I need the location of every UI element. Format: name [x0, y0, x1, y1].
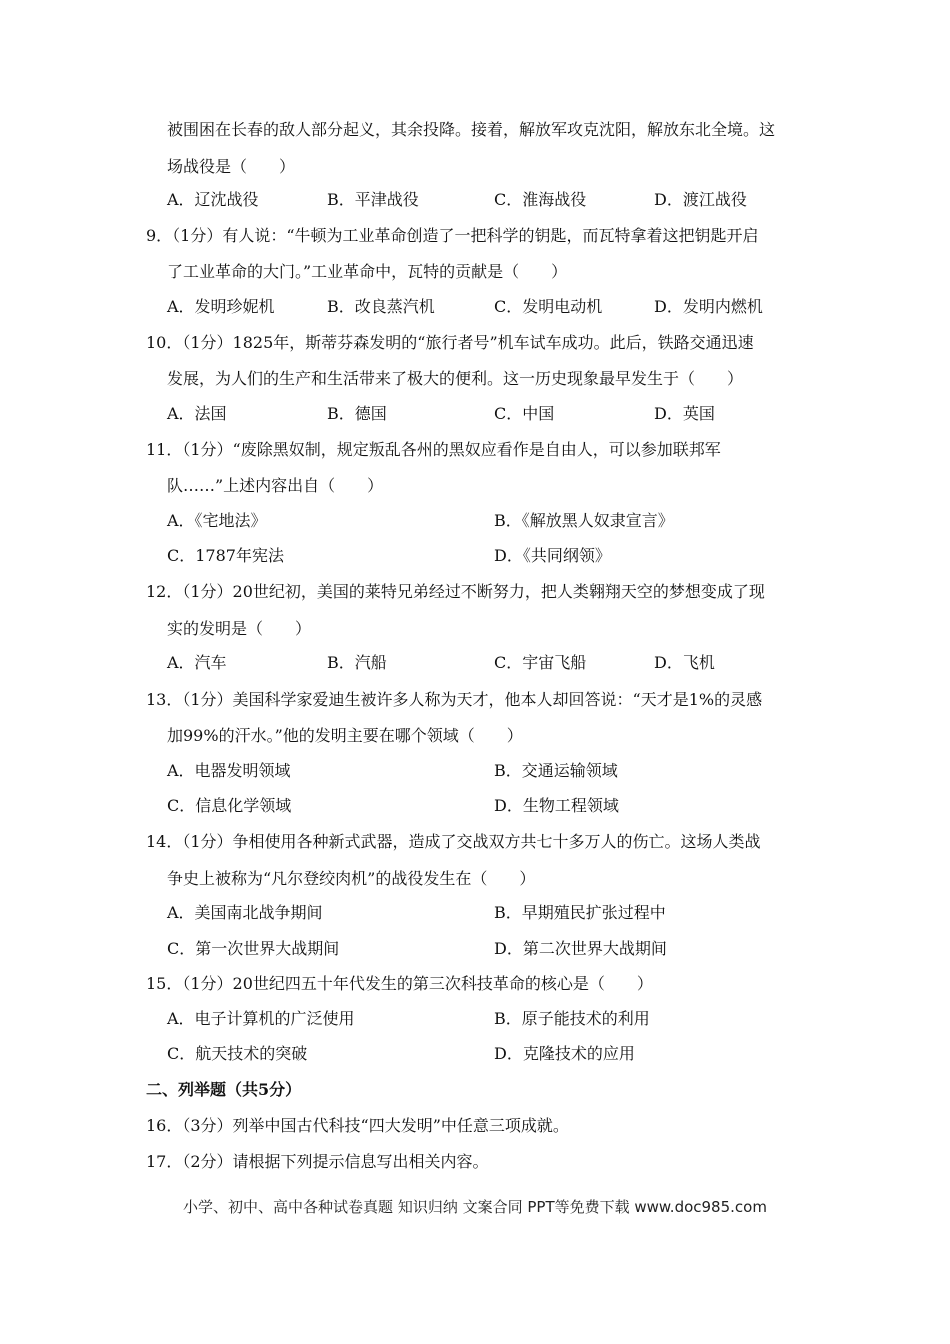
section-heading: 二、列举题（共5分） — [146, 1080, 302, 1099]
q10-option-a: A．法国 — [167, 404, 227, 423]
q8-option-a: A．辽沈战役 — [167, 190, 259, 209]
q11-option-a: A．《宅地法》 — [167, 511, 267, 530]
q9-line1: 9．（1分）有人说：“牛顿为工业革命创造了一把科学的钥匙，而瓦特拿着这把钥匙开启 — [146, 226, 759, 245]
q12-line1: 12．（1分）20世纪初，美国的莱特兄弟经过不断努力，把人类翱翔天空的梦想变成了现 — [146, 582, 765, 601]
q15-option-b: B．原子能技术的利用 — [494, 1009, 650, 1028]
q10-option-c: C．中国 — [494, 404, 555, 423]
q14-line1: 14．（1分）争相使用各种新式武器，造成了交战双方共七十多万人的伤亡。这场人类战 — [146, 832, 761, 851]
q13-option-d: D．生物工程领域 — [494, 796, 619, 815]
q9-option-d: D．发明内燃机 — [654, 297, 763, 316]
q11-line2: 队……”上述内容出自（ ） — [167, 476, 384, 495]
q15-option-a: A．电子计算机的广泛使用 — [167, 1009, 355, 1028]
q11-option-c: C．1787年宪法 — [167, 546, 284, 565]
q12-line2: 实的发明是（ ） — [167, 619, 312, 638]
q10-option-b: B．德国 — [327, 404, 387, 423]
q10-line1: 10．（1分）1825年，斯蒂芬森发明的“旅行者号”机车试车成功。此后，铁路交通迅速 — [146, 333, 754, 352]
q15-option-d: D．克隆技术的应用 — [494, 1044, 635, 1063]
q12-option-c: C．宇宙飞船 — [494, 653, 587, 672]
q13-option-b: B．交通运输领域 — [494, 761, 618, 780]
q13-line1: 13．（1分）美国科学家爱迪生被许多人称为天才，他本人却回答说：“天才是1%的灵感 — [146, 690, 763, 709]
page-footer: 小学、初中、高中各种试卷真题 知识归纳 文案合同 PPT等免费下载 www.doc985.com — [183, 1198, 767, 1216]
q14-option-c: C．第一次世界大战期间 — [167, 939, 340, 958]
q16-line: 16．（3分）列举中国古代科技“四大发明”中任意三项成就。 — [146, 1116, 569, 1135]
q15-option-c: C．航天技术的突破 — [167, 1044, 308, 1063]
q17-line: 17．（2分）请根据下列提示信息写出相关内容。 — [146, 1152, 489, 1171]
q9-option-c: C．发明电动机 — [494, 297, 603, 316]
q8-option-b: B．平津战役 — [327, 190, 419, 209]
q10-option-d: D．英国 — [654, 404, 715, 423]
q15-line1: 15．（1分）20世纪四五十年代发生的第三次科技革命的核心是（ ） — [146, 974, 653, 993]
q12-option-a: A．汽车 — [167, 653, 227, 672]
q12-option-b: B．汽船 — [327, 653, 387, 672]
q9-line2: 了工业革命的大门。”工业革命中，瓦特的贡献是（ ） — [167, 262, 568, 281]
q8-line2: 场战役是（ ） — [167, 157, 296, 176]
q9-option-a: A．发明珍妮机 — [167, 297, 275, 316]
q8-line1: 被围困在长春的敌人部分起义，其余投降。接着，解放军攻克沈阳，解放东北全境。这 — [167, 120, 776, 139]
q11-line1: 11．（1分）“废除黑奴制，规定叛乱各州的黑奴应看作是自由人，可以参加联邦军 — [146, 440, 721, 459]
q13-line2: 加99%的汗水。”他的发明主要在哪个领域（ ） — [167, 726, 523, 745]
q11-option-b: B．《解放黑人奴隶宣言》 — [494, 511, 674, 530]
q8-option-d: D．渡江战役 — [654, 190, 747, 209]
q9-option-b: B．改良蒸汽机 — [327, 297, 435, 316]
q14-option-d: D．第二次世界大战期间 — [494, 939, 667, 958]
q13-option-a: A．电器发明领域 — [167, 761, 291, 780]
q14-option-a: A．美国南北战争期间 — [167, 903, 323, 922]
q8-option-c: C．淮海战役 — [494, 190, 587, 209]
q12-option-d: D．飞机 — [654, 653, 715, 672]
q14-line2: 争史上被称为“凡尔登绞肉机”的战役发生在（ ） — [167, 869, 536, 888]
q14-option-b: B．早期殖民扩张过程中 — [494, 903, 666, 922]
q10-line2: 发展，为人们的生产和生活带来了极大的便利。这一历史现象最早发生于（ ） — [167, 369, 744, 388]
q11-option-d: D．《共同纲领》 — [494, 546, 611, 565]
q13-option-c: C．信息化学领域 — [167, 796, 292, 815]
